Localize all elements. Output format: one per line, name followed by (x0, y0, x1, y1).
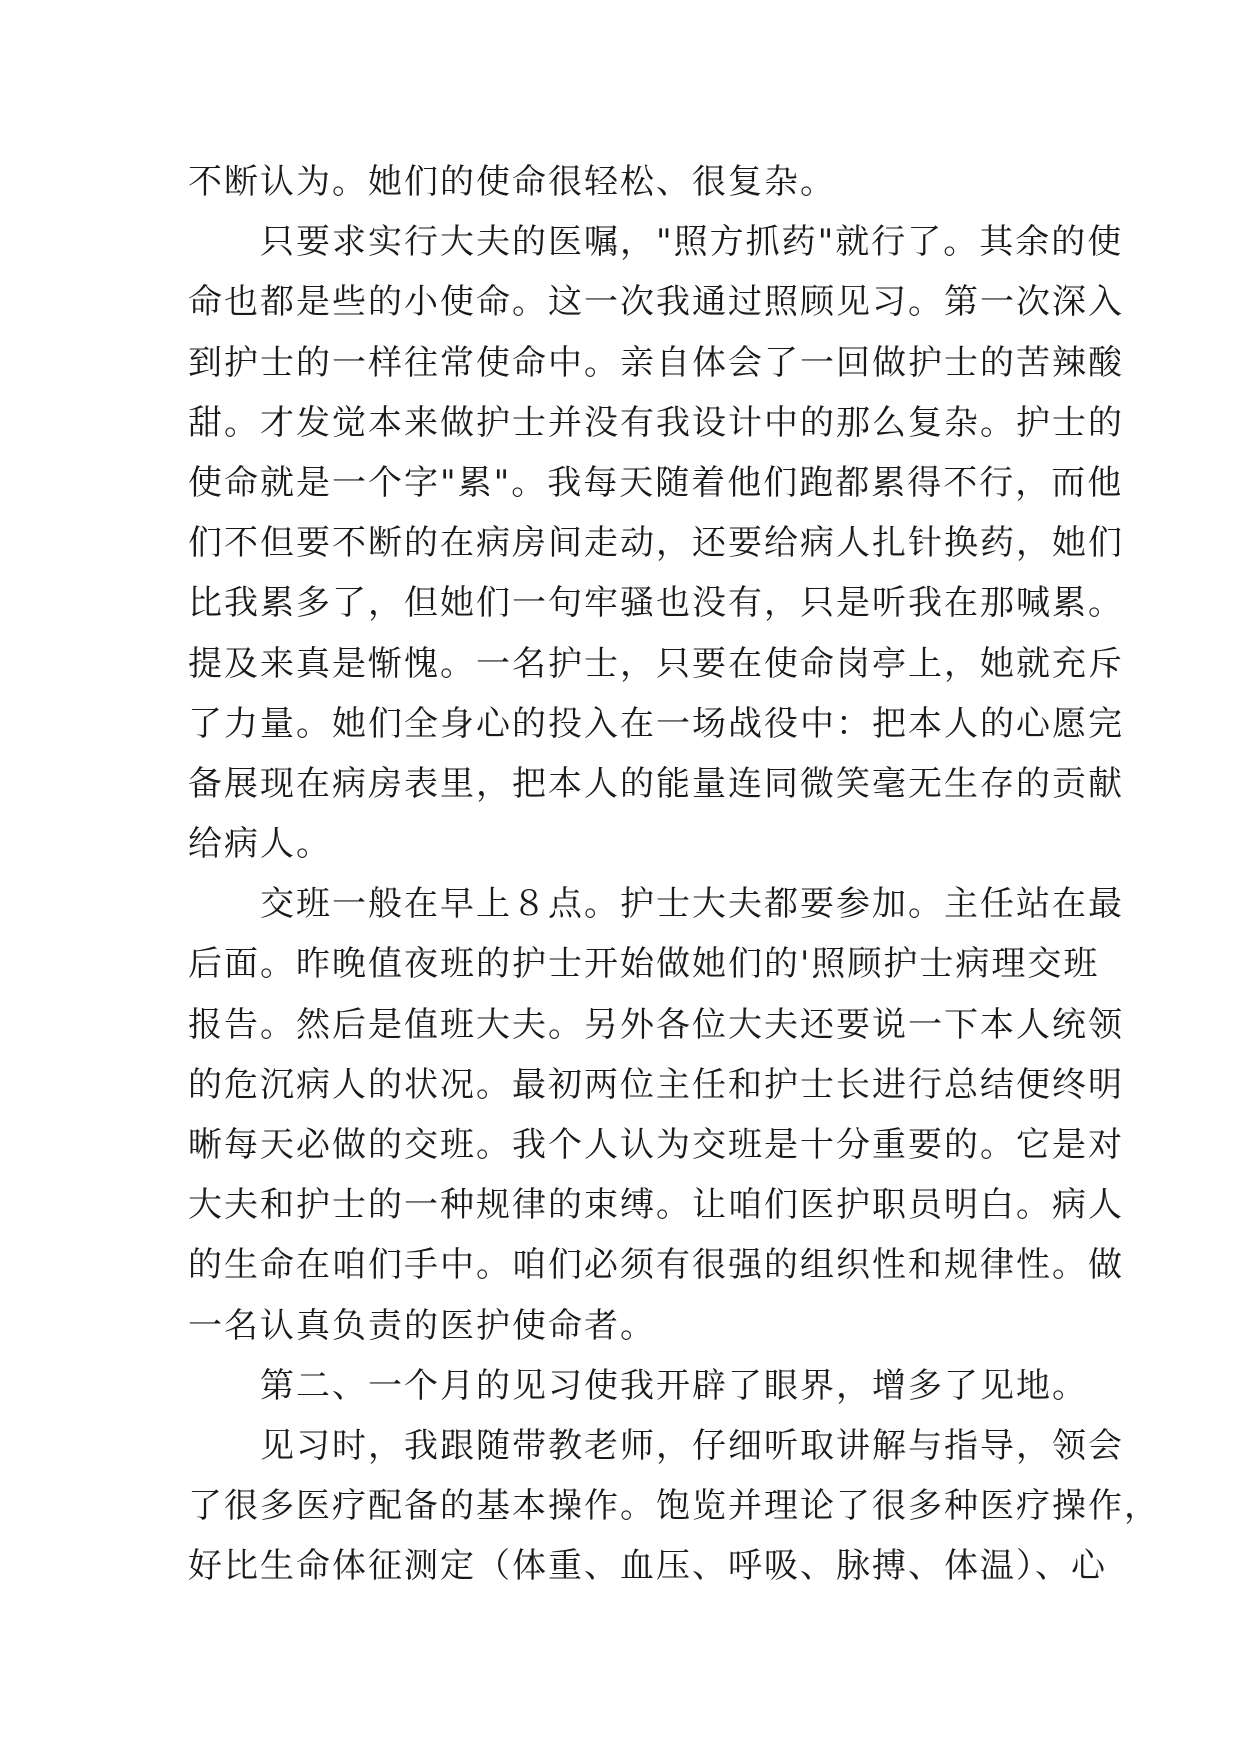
text-line: 比我累多了，但她们一句牢骚也没有，只是听我在那喊累。 (188, 583, 1124, 624)
text-line: 了很多医疗配备的基本操作。饱览并理论了很多种医疗操作， (188, 1486, 1160, 1527)
text-line: 的生命在咱们手中。咱们必须有很强的组织性和规律性。做 (188, 1245, 1124, 1286)
text-line: 后面。昨晚值夜班的护士开始做她们的'照顾护士病理交班 (188, 944, 1100, 985)
text-line: 们不但要不断的在病房间走动，还要给病人扎针换药，她们 (188, 523, 1124, 564)
text-line: 的危沉病人的状况。最初两位主任和护士长进行总结便终明 (188, 1064, 1124, 1105)
text-line: 使命就是一个字"累"。我每天随着他们跑都累得不行，而他 (188, 462, 1124, 503)
text-line: 好比生命体征测定（体重、血压、呼吸、脉搏、体温）、心 (188, 1546, 1107, 1587)
text-line: 提及来真是惭愧。一名护士，只要在使命岗亭上，她就充斥 (188, 643, 1124, 684)
text-line: 给病人。 (188, 824, 332, 865)
text-line: 晰每天必做的交班。我个人认为交班是十分重要的。它是对 (188, 1125, 1124, 1165)
text-line: 命也都是些的小使命。这一次我通过照顾见习。第一次深入 (188, 282, 1124, 323)
text-line: 见习时，我跟随带教老师，仔细听取讲解与指导，领会 (260, 1425, 1124, 1466)
text-line: 一名认真负责的医护使命者。 (188, 1305, 656, 1346)
text-line: 不断认为。她们的使命很轻松、很复杂。 (188, 162, 836, 202)
text-line: 报告。然后是值班大夫。另外各位大夫还要说一下本人统领 (188, 1004, 1124, 1045)
text-line: 甜。才发觉本来做护士并没有我设计中的那么复杂。护士的 (188, 402, 1124, 443)
text-line: 备展现在病房表里，把本人的能量连同微笑毫无生存的贡献 (188, 763, 1124, 804)
text-line: 只要求实行大夫的医嘱，"照方抓药"就行了。其余的使 (260, 222, 1124, 263)
text-line: 交班一般在早上８点。护士大夫都要参加。主任站在最 (260, 884, 1124, 925)
text-line: 了力量。她们全身心的投入在一场战役中：把本人的心愿完 (188, 703, 1124, 744)
text-line: 第二、一个月的见习使我开辟了眼界，增多了见地。 (260, 1365, 1088, 1406)
text-line: 大夫和护士的一种规律的束缚。让咱们医护职员明白。病人 (188, 1185, 1124, 1226)
document-body (188, 152, 1160, 1597)
text-line: 到护士的一样往常使命中。亲自体会了一回做护士的苦辣酸 (188, 342, 1124, 383)
